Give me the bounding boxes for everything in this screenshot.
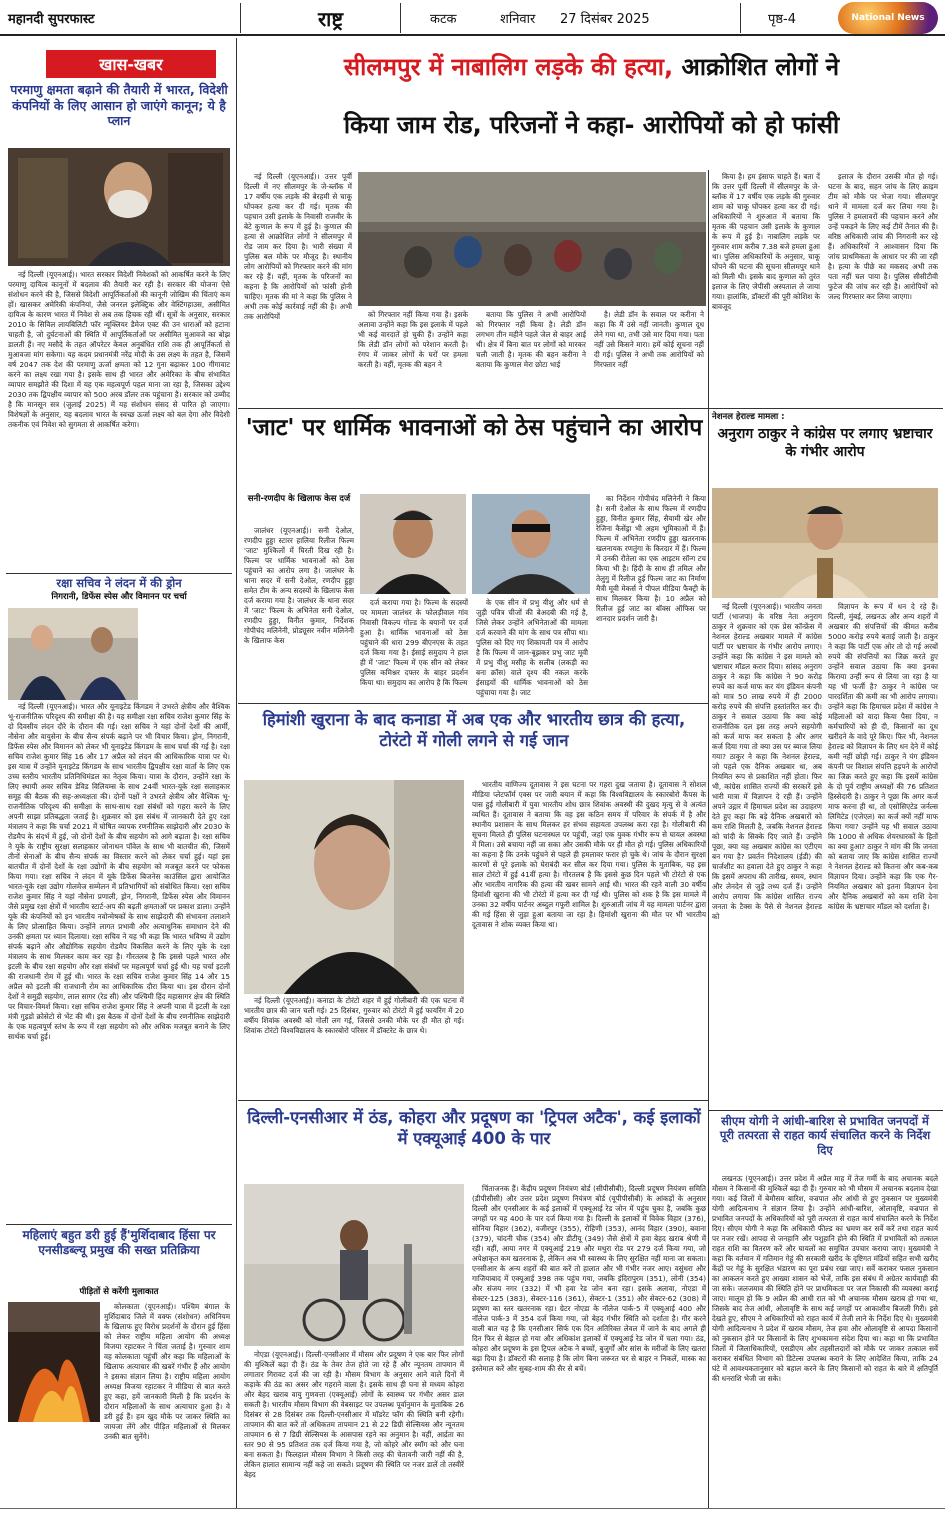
sunny-deol-photo bbox=[472, 494, 590, 594]
section-name: राष्ट्र bbox=[318, 7, 344, 31]
paper-name: महानदी सुपरफास्ट bbox=[8, 12, 95, 27]
top-story-col3: बताया कि पुलिस ने अभी आरोपियों को गिरफ्तार नहीं किया है। लेडी डॉन लगभग तीन महीने पहले जेल से बाहर आई थी। क्षेत्र में बिना बात पर लोगों को मारकर चली जाती है। मृतक की बहन करीना ने बताया कि कुणाल मेरा छोटा भाई bbox=[476, 310, 586, 369]
story1-body: नई दिल्ली (यूएनआई)। भारत सरकार विदेशी निवेशकों को आकर्षित करने के लिए परमाणु दायित्व कानूनों में बदलाव की तैयारी कर रही है। सरकार की योजना ऐसे संशोधन करने की है, जिससे विदेशी आपूर्तिकर्ताओं की कानूनी जोखिम की चिंताएं कम हों। खासकर अमेरिकी कंपनियां, जैसे जनरल इलेक्ट्रिक और वेस्टिंगहाउस, असीमित दायित्व के कारण भारत में निवेश से अब तक हिचक रही थीं। सूत्रों के अनुसार, सरकार 2010 के सिविल लायबिलिटी फॉर न्यूक्लियर डैमेज एक्ट की उन धाराओं को हटाना चाहती है, जो दुर्घटनाओं की स्थिति में आपूर्तिकर्ताओं पर असीमित मुआवजे का बोझ डालती हैं। नए मसौदे के तहत ऑपरेटर केवल अनुबंधित राशि तक ही आपूर्तिकर्ता से मुआवजा मांग सकेगा। यह कदम प्रधानमंत्री नरेंद्र मोदी के उस लक्ष्य के तहत है, जिसमें वर्ष 2047 तक देश की परमाणु ऊर्जा क्षमता को 12 गुना बढ़ाकर 100 गीगावाट करने का लक्ष्य रखा गया है। इसके साथ ही भारत और अमेरिका के बीच संभावित व्यापार समझौते की दिशा में यह एक महत्वपूर्ण पहल माना जा रहा है, जिसका उद्देश्य 2030 तक द्विपक्षीय व्यापार को 500 अरब डॉलर तक पहुंचाना है। सरकार को उम्मीद है कि मानसून सत्र (जुलाई 2025) में यह संशोधन संसद से पारित हो जाएगा। विशेषज्ञों के अनुसार, यह बदलाव भारत के स्वच्छ ऊर्जा लक्ष्य को बल देगा और विदेशी तकनीक एवं निवेश को सुगमता से आकर्षित करेगा। bbox=[8, 270, 230, 429]
masthead-divider bbox=[240, 3, 241, 33]
story3-headline: महिलाएं बहुत डरी हुई हैं'मुर्शिदाबाद हिंसा पर एनसीडब्ल्यू प्रमुख की सख्त प्रतिक्रिया bbox=[22, 1228, 216, 1257]
top-story-headline-line2: किया जाम रोड, परिजनों ने कहा- आरोपियों को हो फांसी bbox=[343, 111, 840, 139]
himanshi-col1: नई दिल्ली (यूएनआई)। कनाडा के टोरंटो शहर में हुई गोलीबारी की एक घटना में भारतीय छात्र की जान चली गई। 25 दिसंबर, गुरुवार को टोरंटो में हुई फायरिंग में 20 वर्षीय शिवांक अवस्थी को गोली लग गई, जिससे उनकी मौके पर ही मौत हो गई। शिवांक टोरंटो विश्वविद्यालय के स्कारबोरो परिसर में डॉक्टरेट के छात्र थे। bbox=[244, 996, 464, 1035]
date: 27 दिसंबर 2025 bbox=[560, 12, 650, 27]
delhi-col1: नोएडा (यूएनआई)। दिल्ली-एनसीआर में मौसम और प्रदूषण ने एक बार फिर लोगों की मुश्किलें बढ़ा दी हैं। ठंड के तेवर तेज होते जा रहे हैं और न्यूनतम तापमान में लगातार गिरावट दर्ज की जा रही है। मौसम विभाग के अनुसार आने वाले दिनों में कड़ाके की ठंड का असर और गहराने वाला है। इसके साथ ही घना से मध्यम कोहरा और बेहद खराब वायु गुणवत्ता (एक्यूआई) लोगों के स्वास्थ्य पर गंभीर असर डाल सकती है। भारतीय मौसम विभाग की वेबसाइट पर उपलब्ध पूर्वानुमान के मुताबिक 26 दिसंबर से 28 दिसंबर तक दिल्ली-एनसीआर में मॉडरेट फॉग की स्थिति बनी रहेगी। तापमान की बात करें तो अधिकतम तापमान 21 से 22 डिग्री सेल्सियस और न्यूनतम तापमान 6 से 7 डिग्री सेल्सियस के आसपास रहने का अनुमान है। वहीं, आर्द्रता का स्तर 90 से 95 प्रतिशत तक दर्ज किया गया है, जो कोहरे और स्मॉग को और घना बना सकता है। फिलहाल मौसम विभाग ने किसी तरह की चेतावनी जारी नहीं की है, लेकिन हालात सामान्य नहीं कहे जा सकते। प्रदूषण की स्थिति पर नजर डालें तो तस्वीरें बेहद bbox=[244, 1350, 464, 1479]
story-divider bbox=[238, 408, 943, 409]
khas-khabar-tag: खास-खबर bbox=[46, 50, 216, 78]
jat-col3: के एक सीन में प्रभु यीशु और धर्म से जुड़ी पवित्र चीजों की बेअदबी की गई है, जिसे लेकर उन्होंने अभिनेताओं की मामला दर्ज करवाने की मांग के साथ पत्र सौंपा था। पुलिस को दिए गए शिकायती पत्र में आरोप है कि फिल्म में जान-बूझकर प्रभु जाट मूवी में प्रभु यीशु मसीह के सलीब (लकड़ी का बना क्रॉस) वाले दृश्य की नकल करके ईसाइयों की धार्मिक भावनाओं को ठेस पहुंचाया गया है। जाट bbox=[476, 598, 588, 697]
anurag-thakur-photo bbox=[712, 488, 938, 598]
randeep-hooda-photo bbox=[360, 494, 466, 594]
anurag-headline: अनुराग ठाकुर ने कांग्रेस पर लगाए भ्रष्टाचार के गंभीर आरोप bbox=[717, 426, 933, 460]
page-number: पृष्ठ-4 bbox=[768, 12, 797, 27]
story2-headline: रक्षा सचिव ने लंदन में की ड्रोन bbox=[56, 576, 182, 590]
top-headline-black: आक्रोशित लोगों ने bbox=[681, 53, 840, 81]
anurag-col2: विज्ञापन के रूप में धन दे रहे हैं। दिल्ली, मुंबई, लखनऊ और अन्य शहरों में अखबार की संपत्तियों की कीमत करीब 5000 करोड़ रुपये बताई जाती है। ठाकुर ने कहा कि पार्टी एक ओर तो दो गई अरबों रुपये की संपत्तियों का जिक्र करते हुए उन्होंने सवाल उठाया कि क्या इनका किराया उन्हीं रूप से लिया जा रहा है या यह भी फर्जी है? ठाकुर ने कांग्रेस पर पारदर्शिता की कमी का भी आरोप लगाया। उन्होंने कहा कि हिमाचल प्रदेश में कांग्रेस ने महिलाओं को वादा किया पैसा दिया, न कर्मचारियों को ही दी, किसानों का दूध खरीदने के वादे पूरे किए। फिर भी, नेशनल हेराल्ड को विज्ञापन के लिए धन देने में कोई कमी नहीं छोड़ी गई। ठाकुर ने यंग इंडियन कंपनी पर विशाल संपत्ति हड़पने के आरोपों का जिक्र करते हुए कहा कि इसमें कांग्रेस के दो पूर्व राष्ट्रीय अध्यक्षों की 76 प्रतिशत हिस्सेदारी है। ठाकुर ने पूछा कि अगर कर्ज माफ करना ही था, तो एसोसिएटेड जर्नल्स लिमिटेड (एजेएल) का कर्ज क्यों नहीं माफ किया गया? उन्होंने यह भी सवाल उठाया कि 1000 से अधिक शेयरधारकों के हितों का क्या हुआ? ठाकुर ने मांग की कि जनता को बताया जाए कि कांग्रेस शासित राज्यों ने नेशनल हेराल्ड को कितना और कब-कब विज्ञापन दिया। उन्होंने कहा कि एक गैर-नियमित अखबार को इतना विज्ञापन देना और दैनिक अखबारों को कम राशि देना कांग्रेस के भ्रष्टाचार मॉडल को दर्शाता है। bbox=[828, 602, 938, 911]
jat-col4: का निर्देशन गोपीचंद मलिनेनी ने किया है। सनी देओल के साथ फिल्म में रणदीप हुड्डा, विनीत कुमार सिंह, सैयामी खेर और रेजिना कैसेंड्रा भी अहम भूमिकाओं में हैं। फिल्म में अभिनेता रणदीप हुड्डा खतरनाक खलनायक रणतुंगा के किरदार में हैं। फिल्म में उनकी रौतेला का एक आइटम सॉन्ग टच किया भी है। हिंदी के साथ ही तमिल और तेलुगु में रिलीज हुई फिल्म जाट का निर्माण मैत्री मूवी मेकर्स ने पीपल मीडिया फैक्ट्री के साथ मिलकर किया है। 10 अप्रैल को रिलीज हुई जाट का बॉक्स ऑफिस पर शानदार प्रदर्शन जारी है। bbox=[596, 494, 706, 623]
city: कटक bbox=[430, 12, 457, 27]
story-divider bbox=[6, 1224, 232, 1225]
story-divider bbox=[238, 703, 708, 704]
story2-body: नई दिल्ली (यूएनआई)। भारत और यूनाइटेड किंगडम ने उभरते क्षेत्रीय और वैश्विक भू-राजनीतिक परिदृश्य की समीक्षा की है। यह समीक्षा रक्षा सचिव राजेश कुमार सिंह के दो दिवसीय लंदन दौरे के दौरान की गई। रक्षा सचिव ने यहां दोनों देशों की आर्मी, नौसेना और वायुसेना के बीच सैन्य संपर्क बढ़ाने पर भी विचार किया। ड्रोन, निगरानी, डिफेंस स्पेस और विमानन को लेकर भी यूनाइटेड किंगडम के साथ चर्चा की गई है। रक्षा सचिव राजेश कुमार सिंह 16 और 17 अप्रैल को लंदन की आधिकारिक यात्रा पर थे। इस यात्रा में उन्होंने यूनाइटेड किंगडम के साथ भारतीय द्विपक्षीय रक्षा वार्ता के लिए एक उच्च स्तरीय भारतीय प्रतिनिधिमंडल का नेतृत्व किया। यात्रा के दौरान, उन्होंने रक्षा के लिए स्थायी अवर सचिव डेविड विलियम्स के साथ 24वीं भारत-यूके रक्षा सलाहकार समूह की बैठक की सह-अध्यक्षता की। दोनों पक्षों ने उभरते क्षेत्रीय और वैश्विक भू-राजनीतिक परिदृश्य की समीक्षा के साथ-साथ रक्षा संबंधों को गहरा करने के लिए अपनी साझा प्रतिबद्धता जताई है। शुक्रवार को इस संबंध में जानकारी देते हुए रक्षा मंत्रालय ने कहा कि चर्चा 2021 में घोषित व्यापक रणनीतिक साझेदारी और 2030 के रोडमैप के संदर्भ में हुई, जो दोनों देशों के बीच सहयोग को आगे बढ़ाता है। रक्षा सचिव ने यूके के राष्ट्रीय सुरक्षा सलाहकार जोनाथन पॉवेल के साथ भी बातचीत की, जिसमें तीनों सेनाओं के बीच सैन्य संपर्क का विस्तार करने को लेकर चर्चा हुई। यहां इस बातचीत में दोनों देशों के रक्षा उद्योगों के बीच सहयोग को मजबूत करने पर फोकस किया गया। रक्षा सचिव ने लंदन में यूके डिफेंस बिजनेस काउंसिल द्वारा आयोजित भारत-यूके रक्षा उद्योग गोलमेज सम्मेलन में प्रतिभागियों को संबोधित किया। रक्षा सचिव राजेश कुमार सिंह ने यहां नौसेना प्रणाली, ड्रोन, निगरानी, डिफेंस स्पेस और विमानन जैसे प्रमुख रक्षा क्षेत्रों में भारतीय स्टार्ट-अप की बढ़ती क्षमताओं पर प्रकाश डाला। उन्होंने यूके की कंपनियों को इन भारतीय नवोन्मेषकों के साथ साझेदारी की संभावना तलाशने के लिए प्रोत्साहित किया। उन्होंने लागत प्रभावी और अत्याधुनिक समाधान देने की उनकी क्षमता पर ध्यान दिलाया। रक्षा सचिव ने यह भी कहा कि भारत भविष्य में उद्योग संपर्क बढ़ाने और औद्योगिक सहयोग रोडमैप विकसित करने के लिए यूके के रक्षा मंत्रालय के साथ मिलकर काम कर रहा है। गौरतलब है कि इससे पहले भारत और इटली के बीच रक्षा सहयोग और रक्षा संबंधों पर महत्वपूर्ण चर्चा हुई थी। यह चर्चा इटली की राजधानी रोम में हुई थी। भारत के रक्षा सचिव राजेश कुमार सिंह 14 और 15 अप्रैल को इटली की राजधानी रोम का आधिकारिक दौरा किया था। इस दौरान दोनों देशों ने समुद्री सहयोग, लाल सागर (रेड सी) और पश्चिमी हिंद महासागर क्षेत्र की स्थिति पर विचार-विमर्श किया। रक्षा सचिव राजेश कुमार सिंह ने अपनी यात्रा में इटली के रक्षा मंत्री गुइडो क्रोसेटो से भेंट की थी। इस बैठक में दोनों देशों के बीच रणनीतिक साझेदारी के एक महत्वपूर्ण स्तंभ के रूप में रक्षा सहयोग को और अधिक मजबूत बनाने के लिए सार्थक चर्चा हुई। bbox=[8, 702, 230, 1041]
top-story-col1: नई दिल्ली (यूएनआई)। उत्तर पूर्वी दिल्ली में नए सीलमपुर के जे-ब्लॉक में 17 वर्षीय एक लड़के की बेरहमी से चाकू घोंपकर हत्या कर दी गई। मृतक की पहचान उसी इलाके के निवासी राजवीर के बेटे कुणाल के रूप में हुई है। कुणाल की हत्या से आक्रोशित लोगों ने सीलमपुर में रोड जाम कर दिया है। भारी संख्या में पुलिस बल मौके पर मौजूद है। स्थानीय लोग आरोपियों को गिरफ्तार करने की मांग कर रहे हैं। वहीं, मृतक के परिजनों का कहना है कि आरोपियों को फांसी होनी चाहिए। मृतक की मां ने कहा कि पुलिस ने अभी तक कोई कार्रवाई नहीं की है। अभी तक आरोपियों bbox=[244, 172, 352, 321]
delhi-fog-photo bbox=[244, 1184, 464, 1346]
story3-subhead: पीड़ितों से करेंगी मुलाकात bbox=[79, 1287, 159, 1297]
story2-subhead: निगरानी, डिफेंस स्पेस और विमानन पर चर्चा bbox=[51, 592, 187, 602]
story-divider bbox=[708, 1110, 943, 1111]
jat-headline: 'जाट' पर धार्मिक भावनाओं को ठेस पहुंचाने का आरोप bbox=[245, 415, 703, 441]
modi-photo bbox=[8, 148, 230, 266]
column-rule bbox=[236, 38, 237, 1508]
top-story-col4: है। लेडी डॉन के सवाल पर करीना ने कहा कि मैं उसे नहीं जानती। कुणाल दूध लेने गया था, तभी उसे मार दिया गया। पता नहीं उसे किसने मारा। हमें कोई सूचना नहीं दी गई। पुलिस ने अभी तक आरोपियों को गिरफ्तार नहीं bbox=[594, 310, 704, 369]
story-divider bbox=[238, 1100, 708, 1101]
top-story-col6: इलाज के दौरान उसकी मौत हो गई। घटना के बाद, सहन जांच के लिए क्राइम टीम को मौके पर भेजा गया। सीलमपुर थाने में मामला दर्ज कर लिया गया है। पुलिस ने हमलावरों की पहचान करने और उन्हें पकड़ने के लिए कई टीमें तैनात की हैं। वरिष्ठ अधिकारी जांच की निगरानी कर रहे हैं। अधिकारियों ने आश्वासन दिया कि जांच प्राथमिकता के आधार पर की जा रही है। हत्या के पीछे का मकसद अभी तक पता नहीं चल पाया है। पुलिस सीसीटीवी फुटेज की जांच कर रही है। आरोपियों को जल्द गिरफ्तार कर लिया जाएगा। bbox=[828, 172, 938, 301]
top-headline-red: सीलमपुर में नाबालिग लड़के की हत्या, bbox=[343, 53, 674, 81]
top-story-headline-line1 bbox=[244, 52, 939, 82]
day: शनिवार bbox=[500, 12, 536, 27]
jat-col1: जालंधर (यूएनआई)। सनी देओल, रणदीप हुड्डा स्टारर हालिया रिलीज फिल्म 'जाट' मुश्किलों में घिरती दिख रही है। फिल्म पर धार्मिक भावनाओं को ठेस पहुंचाने का आरोप लगा है। जालंधर के थाना सदर में सनी देओल, रणदीप हुड्डा समेत टीम के अन्य सदस्यों के खिलाफ केस दर्ज कराया गया है। जालंधर के थाना सदर में 'जाट' फिल्म के अभिनेता सनी देओल, रणदीप हुड्डा, विनीत कुमार, निर्देशक गोपीचंद मलिनेनी, प्रोड्यूसर नवीन मलिनेनी के खिलाफ केस bbox=[244, 526, 354, 645]
story1-headline: परमाणु क्षमता बढ़ाने की तैयारी में भारत, विदेशी कंपनियों के लिए आसान हो जाएंगे कानून; ये है प्लान bbox=[10, 82, 228, 129]
jat-subhead: सनी-रणदीप के खिलाफ केस दर्ज bbox=[247, 494, 351, 504]
defence-secretary-photo bbox=[8, 608, 138, 700]
masthead-divider bbox=[400, 3, 401, 33]
student-photo bbox=[244, 780, 464, 994]
himanshi-headline: हिमांशी खुराना के बाद कनाडा में अब एक और भारतीय छात्र की हत्या, टोरंटो में गोली लगने से गई जान bbox=[262, 710, 686, 750]
seelampur-protest-photo bbox=[358, 172, 706, 306]
yogi-body: लखनऊ (यूएनआई)। उत्तर प्रदेश में अप्रैल माह में तेज गर्मी के बाद अचानक बदले मौसम ने किसानों की मुश्किलें बढ़ा दी हैं। गुरुवार को भी मौसम में अचानक बदलाव देखा गया। कई जिलों में बेमौसम बारिश, वज्रपात और आंधी से हुए नुकसान पर मुख्यमंत्री योगी आदित्यनाथ ने संज्ञान लिया है। उन्होंने आंधी-बारिश, ओलावृष्टि, वज्रपात से प्रभावित जनपदों के अधिकारियों को पूरी तत्परता से राहत कार्य संचालित करने के निर्देश दिए। सीएम योगी ने कहा कि अधिकारी फील्ड का भ्रमण कर सर्वे करें तथा राहत कार्य पर नजर रखें। आपदा से जनहानि और पशुहानि होने की स्थिति में प्रभावितों को तत्काल राहत राशि का वितरण करें और घायलों का समुचित उपचार कराया जाए। मुख्यमंत्री ने कहा कि वर्तमान में गतिमान गेहूं की सरकारी खरीद के दृष्टिगत मंडियों सहित सभी खरीद केंद्रों पर गेहूं के सुरक्षित भंडारण का पूरा प्रबंध रखा जाए। सर्वे कराकर फसल नुकसान का आकलन करते हुए आख्या शासन को भेजें, ताकि इस संबंध में अग्रेतर कार्यवाही की जा सके। जलजमाव की स्थिति होने पर प्राथमिकता पर जल निकासी की व्यवस्था कराई जाए। मालूम हो कि 9 अप्रैल की आधी रात को भी अचानक मौसम खराब हो गया था, जिसके बाद तेज आंधी, ओलावृष्टि के साथ कई जगहों पर आकाशीय बिजली गिरी। इसे देखते हुए, सीएम ने अधिकारियों को राहत कार्य में तेजी लाने के निर्देश दिए थे। मुख्यमंत्री योगी आदित्यनाथ ने प्रदेश में खराब मौसम, तेज हवा और ओलावृष्टि से आपदा किसानों को नुकसान होने पर किसानों के लिए शुभकामना संदेश दिया था। कहा था कि प्रभावित जिलों में जिलाधिकारियों, एसडीएम और तहसीलदारों को मौके पर जाकर तत्काल सर्वे कराकर संबंधित विभाग को डिटेल्स उपलब्ध कराने के लिए आदेशित किया, ताकि 24 घंटे में आवश्यकतानुसार को बहाल करने के लिए किसानों को राहत के बारे में क्षतिपूर्ति की धनराशि भेजी जा सके। bbox=[712, 1174, 938, 1383]
delhi-headline: दिल्ली-एनसीआर में ठंड, कोहरा और प्रदूषण का 'ट्रिपल अटैक', कई इलाकों में एक्यूआई 400 के पार bbox=[247, 1108, 701, 1148]
murshidabad-fire-photo bbox=[8, 1302, 100, 1422]
top-story-col5: किया है। हम इंसाफ चाहते हैं। बता दें कि उत्तर पूर्वी दिल्ली में सीलमपुर के जे-ब्लॉक में 17 वर्षीय एक लड़के की गुरुवार शाम को चाकू घोंपकर हत्या कर दी गई। अधिकारियों ने शुरुआत में बताया कि मृतक की पहचान उसी इलाके के कुणाल के रूप में हुई है। नाबालिग लड़के पर गुरुवार शाम करीब 7.38 बजे हमला हुआ था। पुलिस अधिकारियों के अनुसार, चाकू घोंपने की घटना की सूचना सीलमपुर थाने को मिली थी। इसके बाद कुणाल को तुरंत इलाज के लिए जेपीसी अस्पताल ले जाया गया। हालांकि, डॉक्टरों की पूरी कोशिश के बावजूद bbox=[712, 172, 820, 311]
himanshi-col2: भारतीय वाणिज्य दूतावास ने इस घटना पर गहरा दुख जताया है। दूतावास ने सोशल मीडिया प्लेटफॉर्म एक्स पर जारी बयान में कहा कि विश्वविद्यालय के स्कारबोरो कैंपस के पास हुई गोलीबारी में युवा भारतीय शोध छात्र शिवांक अवस्थी की दुखद मृत्यु से वे अत्यंत व्यथित हैं। दूतावास ने बताया कि वह इस कठिन समय में परिवार के संपर्क में है और स्थानीय प्रशासन के साथ मिलकर हर संभव सहायता उपलब्ध करा रहा है। गोलीबारी की सूचना मिलते ही पुलिस घटनास्थल पर पहुंची, जहां एक युवक गंभीर रूप से घायल अवस्था में मिला। उसे बचाया नहीं जा सका और उसकी मौके पर ही मौत हो गई। पुलिस अधिकारियों का कहना है कि उनके पहुंचने से पहले ही हमलावर फरार हो चुके थे। जांच के दौरान सुरक्षा कारणों से पूरे इलाके को घेराबंदी कर सील कर दिया गया। पुलिस के मुताबिक, यह इस साल टोरंटो में हुई 41वीं हत्या है। गौरतलब है कि इससे कुछ दिन पहले भी टोरंटो से एक और भारतीय नागरिक की हत्या की खबर सामने आई थी। भारत की रहने वाली 30 वर्षीय हिमांशी खुराना की भी टोरंटो में हत्या कर दी गई थी। पुलिस को शक है कि इस मामले में उनका 32 वर्षीय पार्टनर अब्दुल गफूरी शामिल है। शुरुआती जांच में यह मामला पार्टनर द्वारा की गई हिंसा से जुड़ा हुआ बताया जा रहा है। हिमांशी खुराना की मौत पर भी भारतीय दूतावास ने शोक व्यक्त किया था। bbox=[472, 780, 706, 929]
national-news-logo: National News bbox=[838, 2, 938, 34]
anurag-kicker: नेशनल हेराल्ड मामला : bbox=[712, 412, 785, 422]
top-story-col2: को गिरफ्तार नहीं किया गया है। इसके अलावा उन्होंने कहा कि इस इलाके में पहले भी कई वारदातें हो चुकी हैं। उन्होंने कहा कि लेडी डॉन लोगों को परेशान करती है। रंगप में जाकर लोगों के घरों पर हमला करती है। वहीं, मृतक की बहन ने bbox=[358, 310, 468, 369]
masthead-divider bbox=[740, 3, 741, 33]
masthead bbox=[0, 0, 945, 36]
anurag-col1: नई दिल्ली (यूएनआई)। भारतीय जनता पार्टी (भाजपा) के वरिष्ठ नेता अनुराग ठाकुर ने शुक्रवार को एक प्रेस कॉन्फ्रेंस में नेशनल हेराल्ड अखबार मामले में कांग्रेस पार्टी पर भ्रष्टाचार के गंभीर आरोप लगाए। उन्होंने कहा कि कांग्रेस ने इस मामले को भ्रष्टाचार मॉडल करार दिया। सांसद अनुराग ठाकुर ने कहा कि कांग्रेस ने 90 करोड़ रुपये का कर्ज माफ कर यंग इंडियन कंपनी को मात्र 50 लाख रुपये में ही 2000 करोड़ रुपये की संपत्ति हस्तांतरित कर दी। ठाकुर ने सवाल उठाया कि क्या कोई राजनीतिक दल इस तरह अपने सहयोगी को कर्ज माफ कर सकता है और अगर कर्ज दिया गया तो क्या उस पर ब्याज लिया गया? ठाकुर ने कहा कि नेशनल हेराल्ड, जो पहले एक दैनिक अखबार था, अब नियमित रूप से प्रकाशित नहीं होता। फिर भी, कांग्रेस शासित राज्यों की सरकारें इसे भारी मात्रा में विज्ञापन दे रही हैं। उन्होंने अपने उद्गार में हिमाचल प्रदेश का उदाहरण देते हुए कहा कि बड़े दैनिक अखबारों को कम राशि मिलती है, जबकि नेशनल हेराल्ड को चांदी के सिक्के दिए जाते हैं। उन्होंने पूछा, क्या यह अखबार कांग्रेस का एटीएम बन गया है? प्रवर्तन निदेशालय (ईडी) की चार्जशीट का हवाला देते हुए ठाकुर ने कहा कि इसमें अपराध की तारीख, समय, स्थान और लेनदेन से जुड़े तथ्य दर्ज हैं। उन्होंने आरोप लगाया कि कांग्रेस शासित राज्य जनता के टैक्स के पैसे से नेशनल हेराल्ड को bbox=[712, 602, 822, 921]
delhi-col2: चिंताजनक हैं। केंद्रीय प्रदूषण नियंत्रण बोर्ड (सीपीसीबी), दिल्ली प्रदूषण नियंत्रण समिति (डीपीसीसी) और उत्तर प्रदेश प्रदूषण नियंत्रण बोर्ड (यूपीपीसीबी) के आंकड़ों के अनुसार दिल्ली और एनसीआर के कई इलाकों में एक्यूआई रेड जोन में पहुंच चुका है, जबकि कुछ जगहों पर यह 400 के पार दर्ज किया गया है। दिल्ली के इलाकों में विवेक विहार (376), सोनिया विहार (362), वजीरपुर (355), रोहिणी (353), आनंद विहार (390), बवाना (379), चांदनी चौक (354) और डीटीयू (349) जैसे क्षेत्रों में हवा बेहद खराब श्रेणी में रही। वहीं, आया नगर में एक्यूआई 219 और मथुरा रोड पर 279 दर्ज किया गया, जो अपेक्षाकृत कम खतरनाक है, लेकिन अब भी स्वास्थ्य के लिए सुरक्षित नहीं माना जा सकता। एनसीआर के अन्य शहरों की बात करें तो हालात और भी गंभीर नजर आए। वसुंधरा और गाजियाबाद में एक्यूआई 398 तक पहुंच गया, जबकि इंदिरापुरम (351), लोनी (354) और संजय नगर (332) में भी हवा रेड जोन बना रहा। इसके अलावा, नोएडा में सेक्टर-125 (383), सेक्टर-116 (361), सेक्टर-1 (351) और सेक्टर-62 (308) में प्रदूषण का स्तर खतरनाक रहा। ग्रेटर नोएडा के नॉलेज पार्क-5 में एक्यूआई 400 और नॉलेज पार्क-3 में 354 दर्ज किया गया, जो बेहद गंभीर स्थिति को दर्शाता है। गौर करने वाली बात यह है कि एनसीआर सिर्फ एक दिन अतिरिक्त लेवल में जाने के बाद अगले ही दिन फिर से बेहाल हो गया और अधिकांश इलाकों में एक्यूआई रेड जोन में चला गया। ठंड, कोहरा और प्रदूषण के इस ट्रिपल अटैक ने बच्चों, बुजुर्गों और सांस के मरीजों के लिए खतरा बढ़ा दिया है। डॉक्टरों की सलाह है कि लोग बिना जरूरत घर से बाहर न निकलें, मास्क का इस्तेमाल करें और सुबह-शाम की सैर से बचें। bbox=[472, 1184, 706, 1373]
yogi-headline: सीएम योगी ने आंधी-बारिश से प्रभावित जनपदों में पूरी तत्परता से राहत कार्य संचालित करने के निर्देश दिए bbox=[719, 1114, 931, 1157]
story3-body-top: कोलकाता (यूएनआई)। पश्चिम बंगाल के मुर्शिदाबाद जिले में वक्फ (संशोधन) अधिनियम के खिलाफ हुए विरोध प्रदर्शनों के दौरान हुई हिंसा को लेकर राष्ट्रीय महिला आयोग की अध्यक्ष विजया रहाटकर ने चिंता जताई है। गुरुवार शाम वह कोलकाता पहुंचीं और कहा कि महिलाओं के खिलाफ अत्याचार की खबरें गंभीर हैं और आयोग ने इसका संज्ञान लिया है। राष्ट्रीय महिला आयोग अध्यक्ष विजया रहाटकर ने मीडिया से बात करते हुए कहा, हमें जानकारी मिली है कि प्रदर्शन के दौरान महिलाओं के साथ अत्याचार हुआ है। वे डरी हुई हैं। हम खुद मौके पर जाकर स्थिति का जायजा लेंगे और पीड़ित महिलाओं से मिलकर उनकी बात सुनेंगे। bbox=[104, 1302, 230, 1441]
column-rule bbox=[708, 170, 709, 1508]
story-divider bbox=[6, 573, 232, 574]
jat-col2: दर्ज कराया गया है। फिल्म के सदस्यों पर मामला जालंधर के फोलड़ीवाल गांव निवासी विकल्प गोल्ड के बयानों पर दर्ज हुआ है। धार्मिक भावनाओं को ठेस पहुंचाने की धारा 299 बीएनएस के तहत दर्ज किया गया है। ईसाई समुदाय ने हाल ही में 'जाट' फिल्म में एक सीन को लेकर पुलिस कमिश्नर दफ्तर के बाहर प्रदर्शन किया था। समुदाय का आरोप है कि फिल्म bbox=[360, 598, 468, 687]
bottom-rule bbox=[0, 1508, 945, 1509]
